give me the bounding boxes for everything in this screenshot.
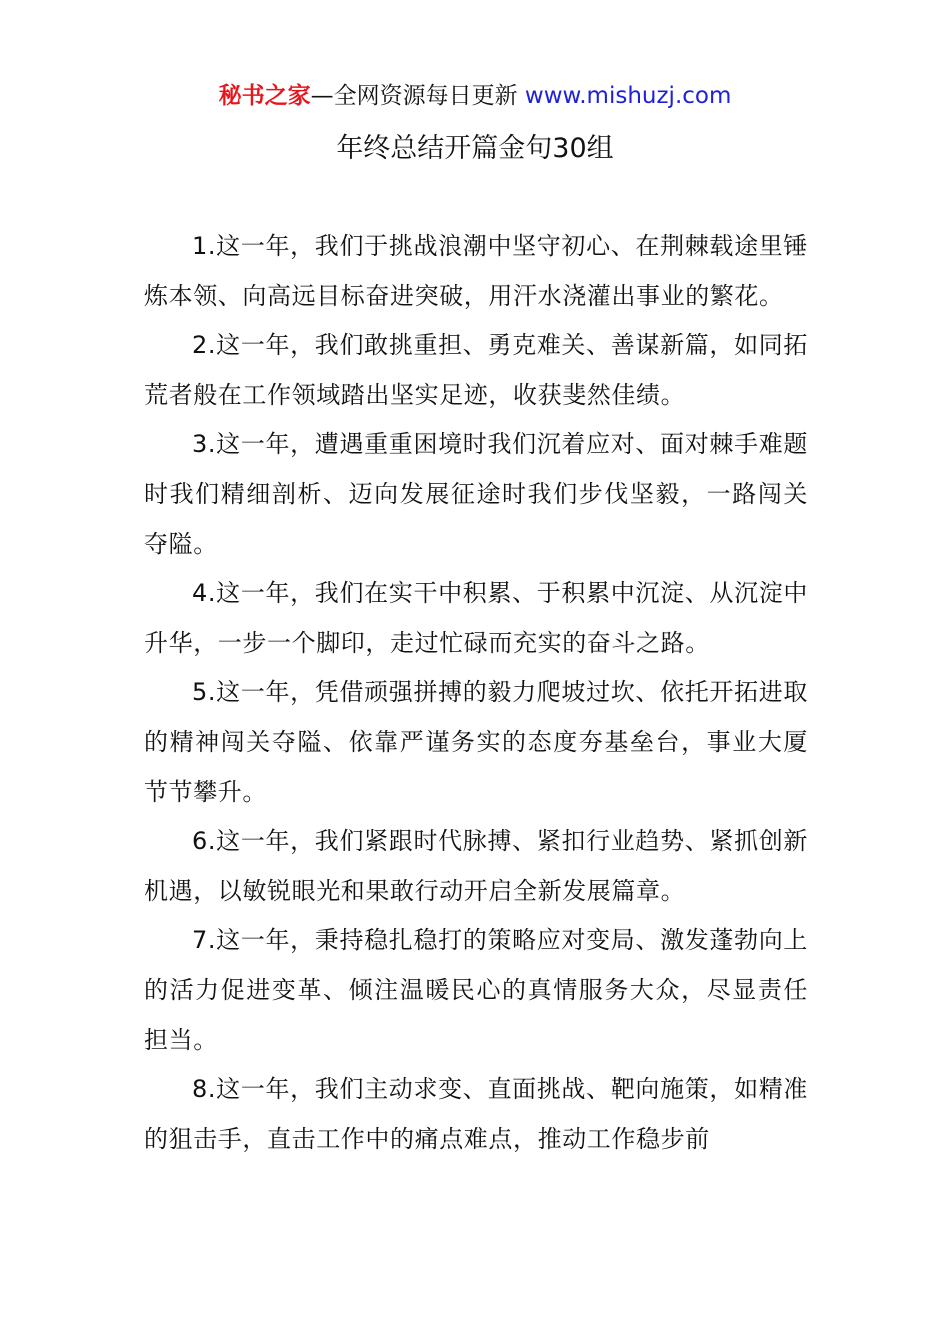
- site-brand: 秘书之家: [218, 83, 311, 109]
- paragraph-8: 8.这一年，我们主动求变、直面挑战、靶向施策，如精准的狙击手，直击工作中的痛点难点，推动工作稳步前: [144, 1075, 808, 1153]
- paragraph-6: 6.这一年，我们紧跟时代脉搏、紧扣行业趋势、紧抓创新机遇，以敏锐眼光和果敢行动开启全新发展篇章。: [144, 827, 808, 905]
- site-url-link[interactable]: www.mishuzj.com: [524, 83, 732, 109]
- paragraph-4: 4.这一年，我们在实干中积累、于积累中沉淀、从沉淀中升华，一步一个脚印，走过忙碌而充实的奋斗之路。: [144, 579, 808, 657]
- document-title: 年终总结开篇金句30组: [336, 133, 614, 164]
- paragraph-7: 7.这一年，秉持稳扎稳打的策略应对变局、激发蓬勃向上的活力促进变革、倾注温暖民心的真情服务大众，尽显责任担当。: [144, 926, 808, 1054]
- document-body: [144, 222, 808, 1164]
- site-header: [0, 80, 950, 112]
- paragraph-5: 5.这一年，凭借顽强拼搏的毅力爬坡过坎、依托开拓进取的精神闯关夺隘、依靠严谨务实的态度夯基垒台，事业大厦节节攀升。: [144, 678, 808, 806]
- paragraph-2: 2.这一年，我们敢挑重担、勇克难关、善谋新篇，如同拓荒者般在工作领域踏出坚实足迹，收获斐然佳绩。: [144, 331, 808, 409]
- paragraph-1: 1.这一年，我们于挑战浪潮中坚守初心、在荆棘载途里锤炼本领、向高远目标奋进突破，用汗水浇灌出事业的繁花。: [144, 232, 808, 310]
- paragraph-3: 3.这一年，遭遇重重困境时我们沉着应对、面对棘手难题时我们精细剖析、迈向发展征途时我们步伐坚毅，一路闯关夺隘。: [144, 430, 808, 558]
- site-tagline: —全网资源每日更新: [310, 83, 518, 109]
